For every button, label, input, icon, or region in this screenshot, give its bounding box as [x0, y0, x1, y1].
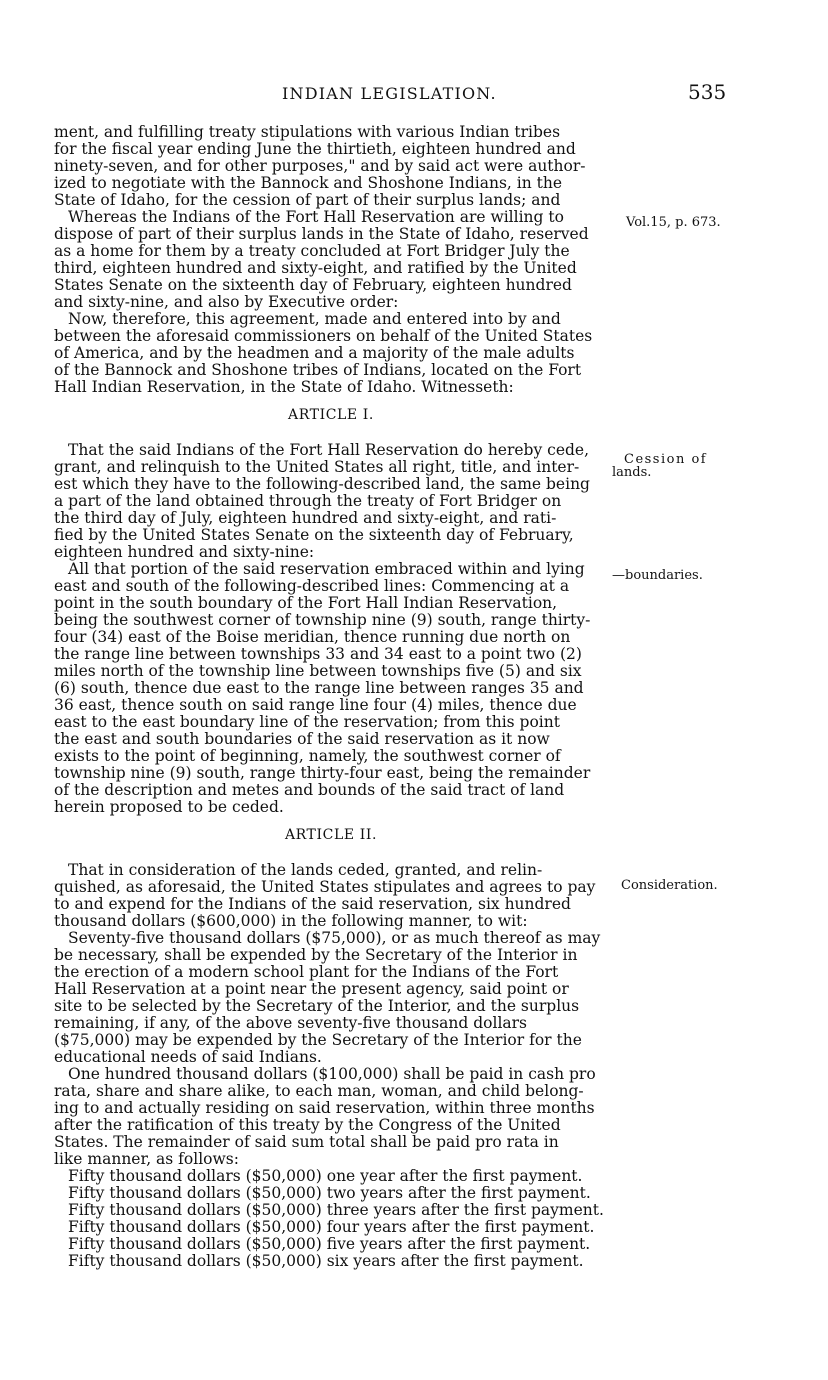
text-line: ment, and fulfilling treaty stipulations with various Indian tribes	[54, 123, 561, 141]
margin-note-cession-lands: lands.	[612, 465, 652, 480]
text-line: of the Bannock and Shoshone tribes of Indians, located on the Fort	[54, 361, 582, 379]
paragraph-now-therefore	[54, 311, 608, 396]
text-line: the third day of July, eighteen hundred and sixty-eight, and rati-	[54, 509, 557, 527]
text-line: east and south of the following-described lines: Commencing at a	[54, 577, 570, 595]
text-line: remaining, if any, of the above seventy-five thousand dollars	[54, 1014, 528, 1032]
payment-schedule	[54, 1168, 608, 1270]
paragraph-whereas	[54, 209, 608, 311]
article-heading: ARTICLE II.	[284, 827, 378, 843]
text-line: That in consideration of the lands ceded, granted, and relin-	[68, 861, 543, 879]
text-line: Hall Reservation at a point near the present agency, said point or	[54, 980, 569, 998]
text-line: Hall Indian Reservation, in the State of Idaho. Witnesseth:	[54, 378, 514, 396]
text-line: of America, and by the headmen and a majority of the male adults	[54, 344, 575, 362]
text-line: One hundred thousand dollars ($100,000) shall be paid in cash pro	[68, 1065, 596, 1083]
text-line: State of Idaho, for the cession of part of their surplus lands; and	[54, 191, 561, 209]
text-line: rata, share and share alike, to each man, woman, and child belong-	[54, 1082, 584, 1100]
text-line: the range line between townships 33 and 34 east to a point two (2)	[54, 645, 582, 663]
paragraph-intro	[54, 124, 608, 209]
payment-line: Fifty thousand dollars ($50,000) three years after the first payment.	[68, 1201, 604, 1219]
text-line: four (34) east of the Boise meridian, thence running due north on	[54, 628, 571, 646]
text-line: Seventy-five thousand dollars ($75,000), or as much thereof as may	[68, 929, 601, 947]
paragraph-consideration	[54, 862, 608, 930]
text-line: educational needs of said Indians.	[54, 1048, 322, 1066]
text-line: to and expend for the Indians of the said reservation, six hundred	[54, 895, 571, 913]
text-line: and sixty-nine, and also by Executive order:	[54, 293, 399, 311]
text-line: quished, as aforesaid, the United States stipulates and agrees to pay	[54, 878, 596, 896]
text-line: Whereas the Indians of the Fort Hall Reservation are willing to	[68, 208, 564, 226]
text-line: That the said Indians of the Fort Hall Reservation do hereby cede,	[68, 441, 590, 459]
text-line: for the fiscal year ending June the thirtieth, eighteen hundred and	[54, 140, 576, 158]
article-heading: ARTICLE I.	[288, 407, 374, 423]
text-line: be necessary, shall be expended by the Secretary of the Interior in	[54, 946, 578, 964]
text-line: miles north of the township line between townships five (5) and six	[54, 662, 582, 680]
text-line: the east and south boundaries of the said reservation as it now	[54, 730, 550, 748]
payment-line: Fifty thousand dollars ($50,000) one year after the first payment.	[68, 1167, 583, 1185]
margin-note-consideration: Consideration.	[621, 878, 718, 893]
text-line: fied by the United States Senate on the sixteenth day of February,	[54, 526, 574, 544]
text-line: States Senate on the sixteenth day of February, eighteen hundred	[54, 276, 572, 294]
text-line: ($75,000) may be expended by the Secretary of the Interior for the	[54, 1031, 582, 1049]
payment-line: Fifty thousand dollars ($50,000) two years after the first payment.	[68, 1184, 591, 1202]
text-line: of the description and metes and bounds of the said tract of land	[54, 781, 565, 799]
paragraph-boundaries	[54, 561, 608, 816]
paragraph-cession	[54, 442, 608, 561]
text-line: site to be selected by the Secretary of the Interior, and the surplus	[54, 997, 580, 1015]
text-line: ninety-seven, and for other purposes," and by said act were author-	[54, 157, 586, 175]
text-line: ing to and actually residing on said reservation, within three months	[54, 1099, 595, 1117]
text-line: township nine (9) south, range thirty-four east, being the remainder	[54, 764, 591, 782]
text-line: ized to negotiate with the Bannock and Shoshone Indians, in the	[54, 174, 563, 192]
text-line: est which they have to the following-described land, the same being	[54, 475, 590, 493]
text-line: between the aforesaid commissioners on behalf of the United States	[54, 327, 593, 345]
text-line: eighteen hundred and sixty-nine:	[54, 543, 315, 561]
text-line: a part of the land obtained through the treaty of Fort Bridger on	[54, 492, 562, 510]
margin-note-volume: Vol.15, p. 673.	[626, 215, 721, 230]
text-line: east to the east boundary line of the reservation; from this point	[54, 713, 560, 731]
text-line: point in the south boundary of the Fort Hall Indian Reservation,	[54, 594, 558, 612]
text-line: exists to the point of beginning, namely, the southwest corner of	[54, 747, 561, 765]
text-line: Now, therefore, this agreement, made and entered into by and	[68, 310, 561, 328]
text-line: herein proposed to be ceded.	[54, 798, 284, 816]
text-line: grant, and relinquish to the United States all right, title, and inter-	[54, 458, 580, 476]
payment-line: Fifty thousand dollars ($50,000) six years after the first payment.	[68, 1252, 584, 1270]
text-line: like manner, as follows:	[54, 1150, 239, 1168]
text-line: dispose of part of their surplus lands in the State of Idaho, reserved	[54, 225, 589, 243]
paragraph-cash	[54, 1066, 608, 1168]
text-line: the erection of a modern school plant for the Indians of the Fort	[54, 963, 559, 981]
text-line: (6) south, thence due east to the range line between ranges 35 and	[54, 679, 584, 697]
running-head: INDIAN LEGISLATION.	[282, 84, 497, 103]
text-line: States. The remainder of said sum total shall be paid pro rata in	[54, 1133, 559, 1151]
text-line: thousand dollars ($600,000) in the following manner, to wit:	[54, 912, 528, 930]
margin-note-cession: Cession of	[624, 452, 708, 467]
text-line: third, eighteen hundred and sixty-eight, and ratified by the United	[54, 259, 577, 277]
margin-note-boundaries: —boundaries.	[612, 568, 703, 583]
text-line: 36 east, thence south on said range line four (4) miles, thence due	[54, 696, 577, 714]
payment-line: Fifty thousand dollars ($50,000) four years after the first payment.	[68, 1218, 595, 1236]
page-number: 535	[688, 80, 727, 104]
text-line: being the southwest corner of township nine (9) south, range thirty-	[54, 611, 591, 629]
body-text	[54, 124, 608, 1270]
text-line: after the ratification of this treaty by the Congress of the United	[54, 1116, 561, 1134]
paragraph-school	[54, 930, 608, 1066]
payment-line: Fifty thousand dollars ($50,000) five years after the first payment.	[68, 1235, 591, 1253]
text-line: as a home for them by a treaty concluded at Fort Bridger July the	[54, 242, 570, 260]
text-line: All that portion of the said reservation embraced within and lying	[68, 560, 585, 578]
